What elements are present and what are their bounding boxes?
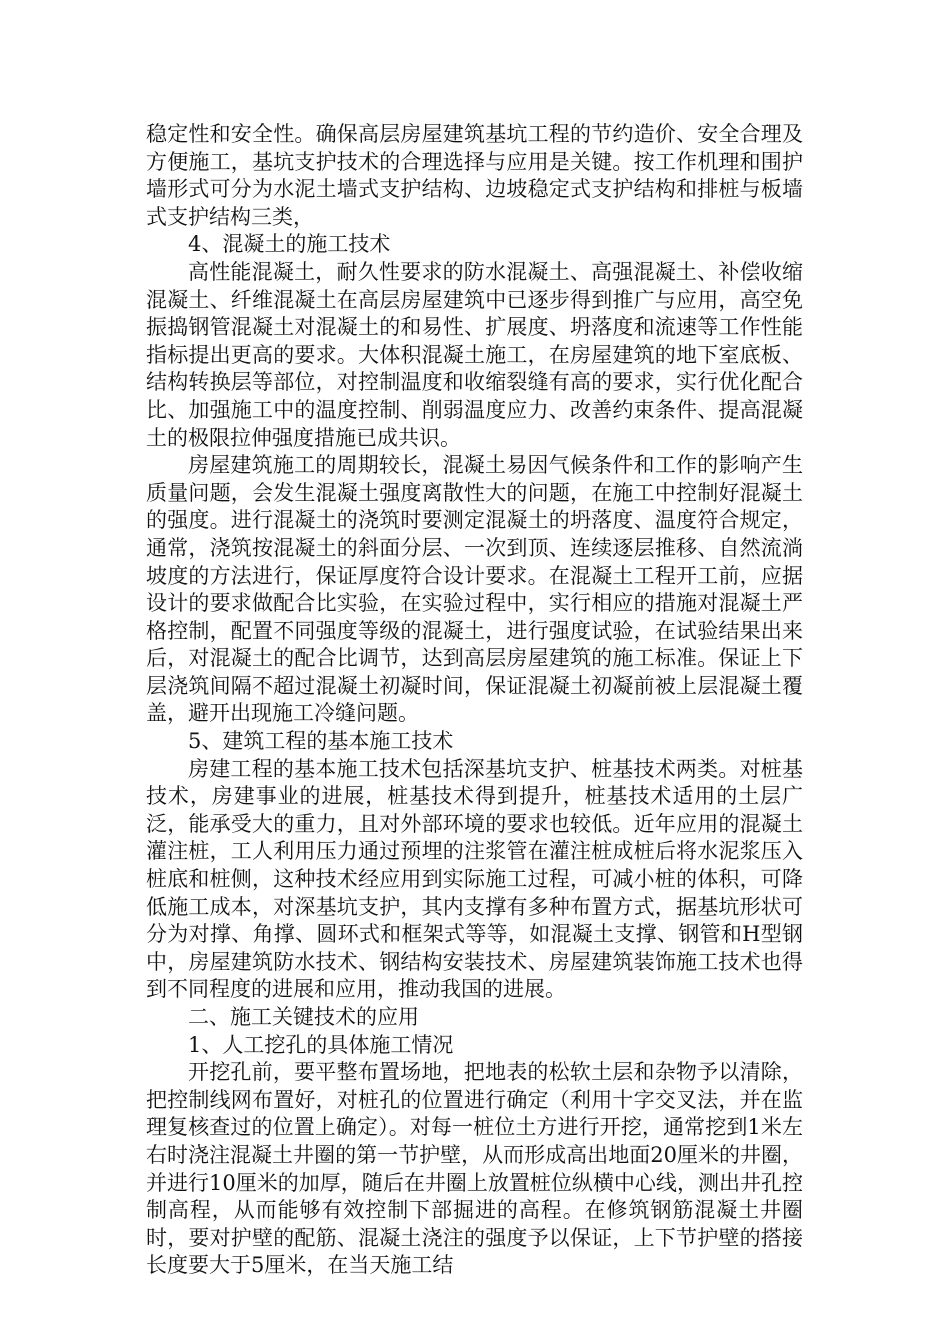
body-paragraph: 高性能混凝土，耐久性要求的防水混凝土、高强混凝土、补偿收缩混凝土、纤维混凝土在高层房屋建筑中已逐步得到推广与应用，高空免振捣钢管混凝土对混凝土的和易性、扩展度、坍落度和流速等工作性能指标提出更高的要求。大体积混凝土施工，在房屋建筑的地下室底板、结构转换层等部位，对控制温度和收缩裂缝有高的要求，实行优化配合比、加强施工中的温度控制、削弱温度应力、改善约束条件、提高混凝土的极限拉伸强度措施已成共识。 bbox=[146, 259, 803, 450]
document-body bbox=[146, 121, 803, 1280]
section-heading: 1、人工挖孔的具体施工情况 bbox=[188, 1032, 454, 1057]
chapter-heading: 二、施工关键技术的应用 bbox=[188, 1005, 419, 1029]
body-paragraph: 稳定性和安全性。确保高层房屋建筑基坑工程的节约造价、安全合理及方便施工，基坑支护技术的合理选择与应用是关键。按工作机理和围护墙形式可分为水泥土墙式支护结构、边坡稳定式支护结构和排桩与板墙式支护结构三类， bbox=[146, 122, 803, 229]
body-paragraph: 房屋建筑施工的周期较长，混凝土易因气候条件和工作的影响产生质量问题，会发生混凝土强度离散性大的问题，在施工中控制好混凝土的强度。进行混凝土的浇筑时要测定混凝土的坍落度、温度符合规定，通常，浇筑按混凝土的斜面分层、一次到顶、连续逐层推移、自然流淌坡度的方法进行，保证厚度符合设计要求。在混凝土工程开工前，应据设计的要求做配合比实验，在实验过程中，实行相应的措施对混凝土严格控制，配置不同强度等级的混凝土，进行强度试验，在试验结果出来后，对混凝土的配合比调节，达到高层房屋建筑的施工标准。保证上下层浇筑间隔不超过混凝土初凝时间，保证混凝土初凝前被上层混凝土覆盖，避开出现施工冷缝问题。 bbox=[146, 453, 803, 726]
body-paragraph: 房建工程的基本施工技术包括深基坑支护、桩基技术两类。对桩基技术，房建事业的进展，桩基技术得到提升，桩基技术适用的土层广泛，能承受大的重力，且对外部环境的要求也较低。近年应用的混凝土灌注桩，工人利用压力通过预埋的注浆管在灌注桩成桩后将水泥浆压入桩底和桩侧，这种技术经应用到实际施工过程，可减小桩的体积，可降低施工成本，对深基坑支护，其内支撑有多种布置方式，据基坑形状可分为对撑、角撑、圆环式和框架式等等，如混凝土支撑、钢管和H型钢中，房屋建筑防水技术、钢结构安装技术、房屋建筑装饰施工技术也得到不同程度的进展和应用，推动我国的进展。 bbox=[146, 756, 803, 1002]
section-heading: 4、混凝土的施工技术 bbox=[188, 232, 391, 257]
body-paragraph: 开挖孔前，要平整布置场地，把地表的松软土层和杂物予以清除，把控制线网布置好，对桩孔的位置进行确定（利用十字交叉法，并在监理复核查过的位置上确定）。对每一桩位土方进行开挖，通常挖到1米左右时浇注混凝土井圈的第一节护壁，从而形成高出地面20厘米的井圈，并进行10厘米的加厚，随后在井圈上放置桩位纵横中心线，测出井孔控制高程，从而能够有效控制下部掘进的高程。在修筑钢筋混凝土井圈时，要对护壁的配筋、混凝土浇注的强度予以保证，上下节护壁的搭接长度要大于5厘米，在当天施工结 bbox=[146, 1060, 803, 1278]
section-heading: 5、建筑工程的基本施工技术 bbox=[188, 729, 454, 754]
